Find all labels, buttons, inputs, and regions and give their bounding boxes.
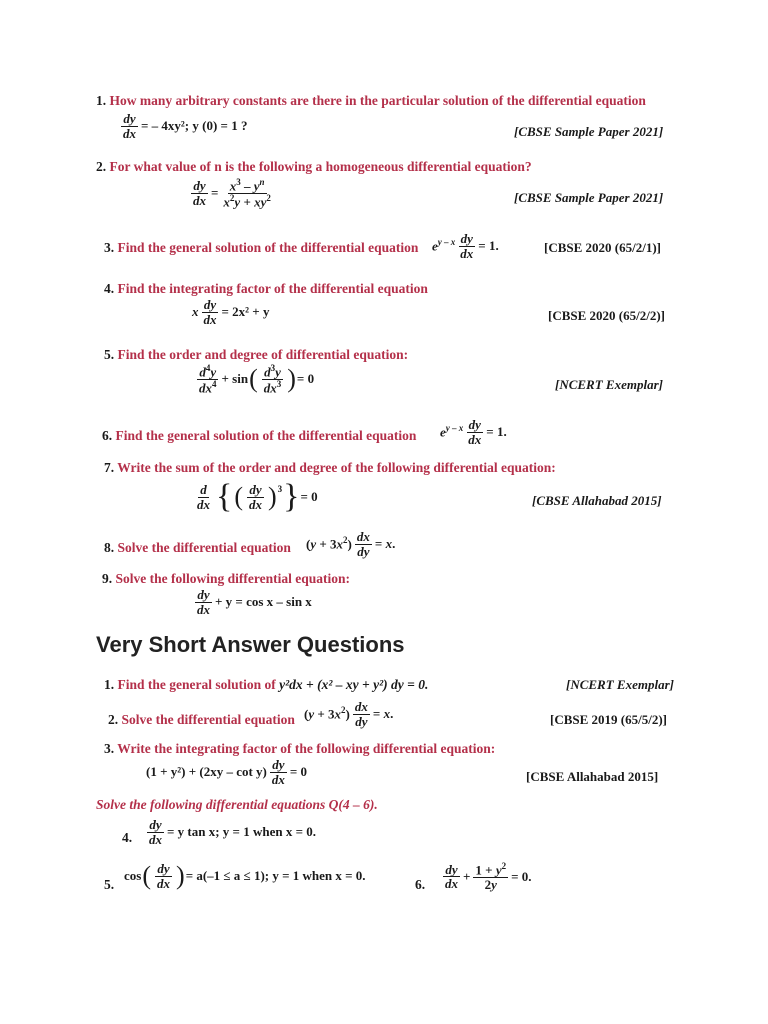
question-text: How many arbitrary constants are there in the particular solution of the differential equation bbox=[109, 93, 646, 108]
source-tag: [CBSE 2020 (65/2/2)] bbox=[548, 308, 665, 323]
source-tag: [CBSE Sample Paper 2021] bbox=[514, 190, 664, 205]
equation-q4: x $\frac{dy}{dx}$ = 2x² + y bbox=[192, 297, 270, 327]
source-tag: [NCERT Exemplar] bbox=[555, 377, 663, 392]
equation-q8: $(y + 3x^2)$ $\frac{dx}{dy}$ = x. bbox=[306, 529, 396, 559]
equation-vsa-q2: $(y + 3x^2)$ $\frac{dx}{dy}$ = x. bbox=[304, 699, 394, 729]
equation-q7: $\frac{d}{dx}$ { ( $\frac{dy}{dx}$ ) $^3$ } = 0 bbox=[197, 478, 318, 515]
question-2: 2. For what value of n is the following a homogeneous differential equation? bbox=[96, 159, 532, 174]
source-tag: [CBSE Sample Paper 2021] bbox=[514, 124, 664, 139]
equation-vsa-q4: $\frac{dy}{dx}$ = y tan x; y = 1 when x = 0. bbox=[149, 817, 316, 847]
equation-vsa-q3: (1 + y²) + (2xy – cot y) $\frac{dy}{dx}$ = 0 bbox=[146, 757, 308, 787]
equation-q1: $\frac{dy}{dx}$ = – 4xy²; y (0) = 1 ? bbox=[123, 111, 248, 141]
source-tag: [NCERT Exemplar] bbox=[566, 677, 674, 692]
fraction-dy-dx: $\frac{dy}{dx}$ bbox=[123, 111, 136, 141]
vsa-question-2: 2. Solve the differential equation bbox=[108, 712, 295, 727]
section-heading: Very Short Answer Questions bbox=[96, 632, 405, 657]
source-tag: [CBSE Allahabad 2015] bbox=[526, 769, 659, 784]
question-6: 6. Find the general solution of the differential equation bbox=[102, 428, 417, 443]
question-3: 3. Find the general solution of the differential equation bbox=[104, 240, 419, 255]
question-9: 9. Solve the following differential equation: bbox=[102, 571, 350, 586]
question-number: 1. bbox=[96, 93, 107, 108]
vsa-question-3: 3. Write the integrating factor of the following differential equation: bbox=[104, 741, 496, 756]
equation-q2: $\frac{dy}{dx}$ = $\frac{x^3 - y^n}{x^2y + xy^2}$ bbox=[193, 177, 271, 210]
source-tag: [CBSE 2020 (65/2/1)] bbox=[544, 240, 661, 255]
question-7: 7. Write the sum of the order and degree of the following differential equation: bbox=[104, 460, 556, 475]
question-1 bbox=[96, 93, 646, 109]
vsa-question-1: 1. Find the general solution of y²dx + (x² – xy + y²) dy = 0. bbox=[104, 677, 429, 692]
source-tag: [CBSE Allahabad 2015] bbox=[532, 493, 662, 508]
equation-q3: $e^{y - x}$ $\frac{dy}{dx}$ = 1. bbox=[432, 231, 499, 261]
equation-vsa-q6: $\frac{dy}{dx}$ + $\frac{1 + y^2}{2y}$ = 0. bbox=[445, 861, 532, 892]
question-8: 8. Solve the differential equation bbox=[104, 540, 291, 555]
vsa-question-5-number: 5. bbox=[104, 877, 115, 892]
equation-q5: $\frac{d^4y}{dx^4}$ + sin ( $\frac{d^3y}{dx^3}$ ) = 0 bbox=[199, 363, 315, 396]
question-5: 5. Find the order and degree of differential equation: bbox=[104, 347, 409, 362]
equation-vsa-q5: cos ( $\frac{dy}{dx}$ ) = a(–1 ≤ a ≤ 1); y = 1 when x = 0. bbox=[124, 861, 366, 891]
equation-q9: $\frac{dy}{dx}$ + y = cos x – sin x bbox=[197, 587, 312, 617]
instruction-text: Solve the following differential equations Q(4 – 6). bbox=[96, 797, 378, 812]
question-4: 4. Find the integrating factor of the differential equation bbox=[104, 281, 428, 296]
vsa-question-6-number: 6. bbox=[415, 877, 426, 892]
source-tag: [CBSE 2019 (65/5/2)] bbox=[550, 712, 667, 727]
equation-q6: $e^{y - x}$ $\frac{dy}{dx}$ = 1. bbox=[440, 417, 507, 447]
vsa-question-4-number: 4. bbox=[122, 830, 133, 845]
